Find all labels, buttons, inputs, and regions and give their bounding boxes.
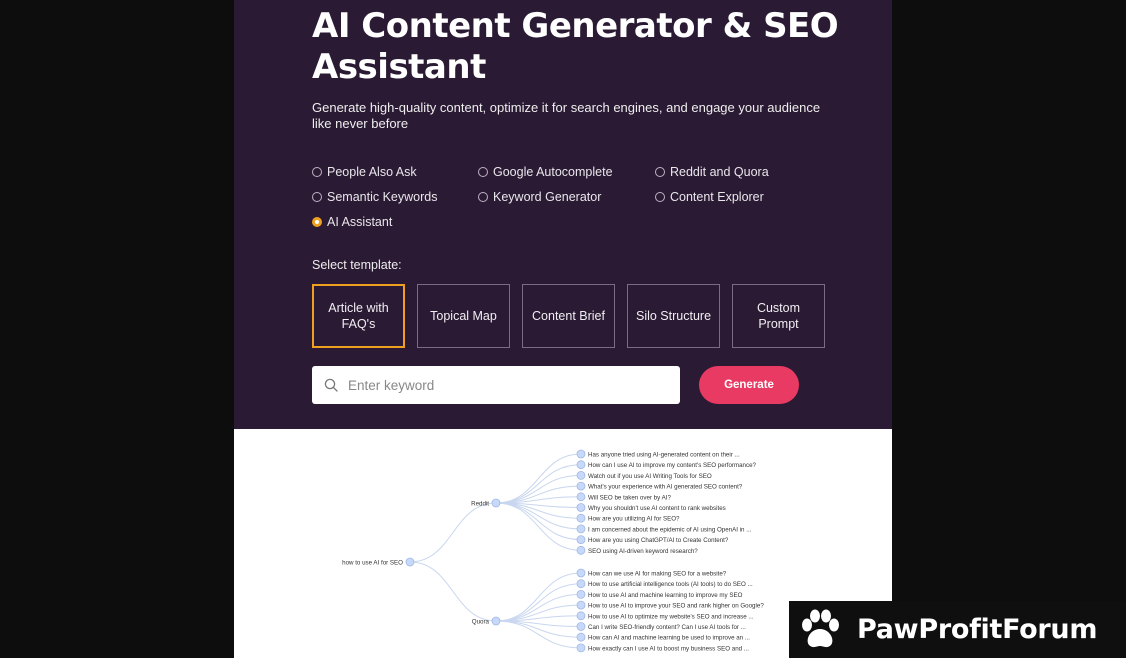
- radio-label: AI Assistant: [327, 215, 393, 229]
- mindmap-link: [496, 503, 581, 540]
- mindmap-leaf-label: Has anyone tried using AI-generated content on their ...: [588, 451, 740, 459]
- mindmap-leaf-label: Can I write SEO-friendly content? Can I use AI tools for ...: [588, 624, 746, 631]
- mindmap-branch-label: Quora: [471, 618, 489, 626]
- mindmap-branch-node[interactable]: [492, 499, 500, 507]
- mindmap-leaf-label: How can we use AI for making SEO for a website?: [588, 570, 727, 578]
- mindmap-link: [496, 621, 581, 648]
- mindmap-leaf-node[interactable]: [577, 450, 585, 458]
- mindmap-leaf-label: Why you shouldn't use AI content to rank websites: [588, 505, 726, 512]
- page-title: AI Content Generator & SEO Assistant: [312, 6, 839, 87]
- mindmap-leaf-node[interactable]: [577, 590, 585, 598]
- hero-panel: [234, 0, 892, 429]
- mindmap-leaf-node[interactable]: [577, 504, 585, 512]
- radio-google-autocomplete[interactable]: [478, 165, 613, 179]
- radio-label: Google Autocomplete: [493, 165, 613, 179]
- mindmap-link: [496, 584, 581, 621]
- mindmap-leaf-node[interactable]: [577, 461, 585, 469]
- mindmap-link: [496, 475, 581, 503]
- mindmap-leaf-node[interactable]: [577, 601, 585, 609]
- radio-circle-icon: [655, 167, 665, 177]
- template-article-with-faqs[interactable]: Article with FAQ's: [312, 284, 405, 348]
- mindmap-leaf-label: What's your experience with AI generated SEO content?: [588, 483, 743, 491]
- radio-content-explorer[interactable]: [655, 190, 764, 204]
- mindmap-leaf-label: How can AI and machine learning be used to improve an ...: [588, 634, 751, 642]
- mindmap-leaf-node[interactable]: [577, 471, 585, 479]
- generate-button[interactable]: Generate: [699, 366, 799, 404]
- mindmap-leaf-label: How to use artificial intelligence tools (AI tools) to do SEO ...: [588, 581, 753, 589]
- mindmap-leaf-node[interactable]: [577, 580, 585, 588]
- template-silo-structure[interactable]: Silo Structure: [627, 284, 720, 348]
- mindmap-root-node[interactable]: [406, 558, 414, 566]
- template-topical-map[interactable]: Topical Map: [417, 284, 510, 348]
- radio-circle-icon: [312, 192, 322, 202]
- mindmap-branch-node[interactable]: [492, 617, 500, 625]
- mindmap-leaf-node[interactable]: [577, 546, 585, 554]
- mindmap-leaf-node[interactable]: [577, 536, 585, 544]
- watermark-logo: [789, 601, 1126, 658]
- mindmap-link: [496, 573, 581, 621]
- radio-label: People Also Ask: [327, 165, 417, 179]
- page-subtitle: Generate high-quality content, optimize it for search engines, and engage your audience like never before: [312, 100, 821, 131]
- mindmap-leaf-label: Will SEO be taken over by AI?: [588, 494, 671, 502]
- mindmap-leaf-node[interactable]: [577, 633, 585, 641]
- mindmap-leaf-node[interactable]: [577, 644, 585, 652]
- mindmap-link: [410, 500, 496, 562]
- radio-circle-icon: [312, 167, 322, 177]
- radio-label: Keyword Generator: [493, 190, 602, 204]
- mindmap-leaf-label: How to use AI to optimize my website's SEO and increase ...: [588, 613, 754, 621]
- radio-label: Semantic Keywords: [327, 190, 438, 204]
- paw-icon: [795, 605, 845, 655]
- radio-circle-icon: [655, 192, 665, 202]
- search-icon: [324, 378, 338, 392]
- mindmap-leaf-label: How to use AI to improve your SEO and rank higher on Google?: [588, 602, 764, 610]
- mindmap-leaf-node[interactable]: [577, 482, 585, 490]
- mindmap-leaf-node[interactable]: [577, 569, 585, 577]
- keyword-input[interactable]: [346, 377, 650, 394]
- mindmap-leaf-label: How can I use AI to improve my content's SEO performance?: [588, 462, 756, 470]
- mindmap-leaf-node[interactable]: [577, 612, 585, 620]
- mindmap-root-label: how to use AI for SEO: [342, 559, 403, 567]
- template-content-brief[interactable]: Content Brief: [522, 284, 615, 348]
- mindmap-leaf-label: I am concerned about the epidemic of AI using OpenAI in ...: [588, 526, 752, 534]
- mindmap-leaf-label: How are you using ChatGPT/AI to Create Content?: [588, 537, 729, 545]
- radio-reddit-and-quora[interactable]: [655, 165, 769, 179]
- radio-keyword-generator[interactable]: [478, 190, 601, 204]
- mindmap-leaf-label: Watch out if you use AI Writing Tools for SEO: [588, 472, 712, 480]
- mindmap-leaf-label: How exactly can I use AI to boost my business SEO and ...: [588, 645, 749, 653]
- mindmap-link: [496, 454, 581, 503]
- radio-label: Reddit and Quora: [670, 165, 769, 179]
- radio-label: Content Explorer: [670, 190, 764, 204]
- brand-name: PawProfitForum: [857, 614, 1098, 645]
- radio-circle-icon: [478, 167, 488, 177]
- radio-semantic-keywords[interactable]: [312, 190, 437, 204]
- mindmap-link: [496, 594, 581, 621]
- template-label: Select template:: [312, 258, 402, 272]
- keyword-search-box[interactable]: [312, 366, 680, 404]
- mindmap-leaf-node[interactable]: [577, 493, 585, 501]
- mindmap-leaf-label: How are you utilizing AI for SEO?: [588, 515, 680, 523]
- mindmap-leaf-label: SEO using AI-driven keyword research?: [588, 547, 698, 555]
- mindmap-branch-label: Reddit: [471, 500, 489, 508]
- mindmap-leaf-label: How to use AI and machine learning to improve my SEO: [588, 591, 743, 599]
- radio-ai-assistant[interactable]: [312, 215, 392, 229]
- radio-people-also-ask[interactable]: [312, 165, 417, 179]
- mindmap-leaf-node[interactable]: [577, 525, 585, 533]
- radio-selected-icon: [312, 217, 322, 227]
- mindmap-leaf-node[interactable]: [577, 514, 585, 522]
- mindmap-link: [410, 562, 496, 621]
- template-custom-prompt[interactable]: Custom Prompt: [732, 284, 825, 348]
- mindmap-leaf-node[interactable]: [577, 623, 585, 631]
- radio-circle-icon: [478, 192, 488, 202]
